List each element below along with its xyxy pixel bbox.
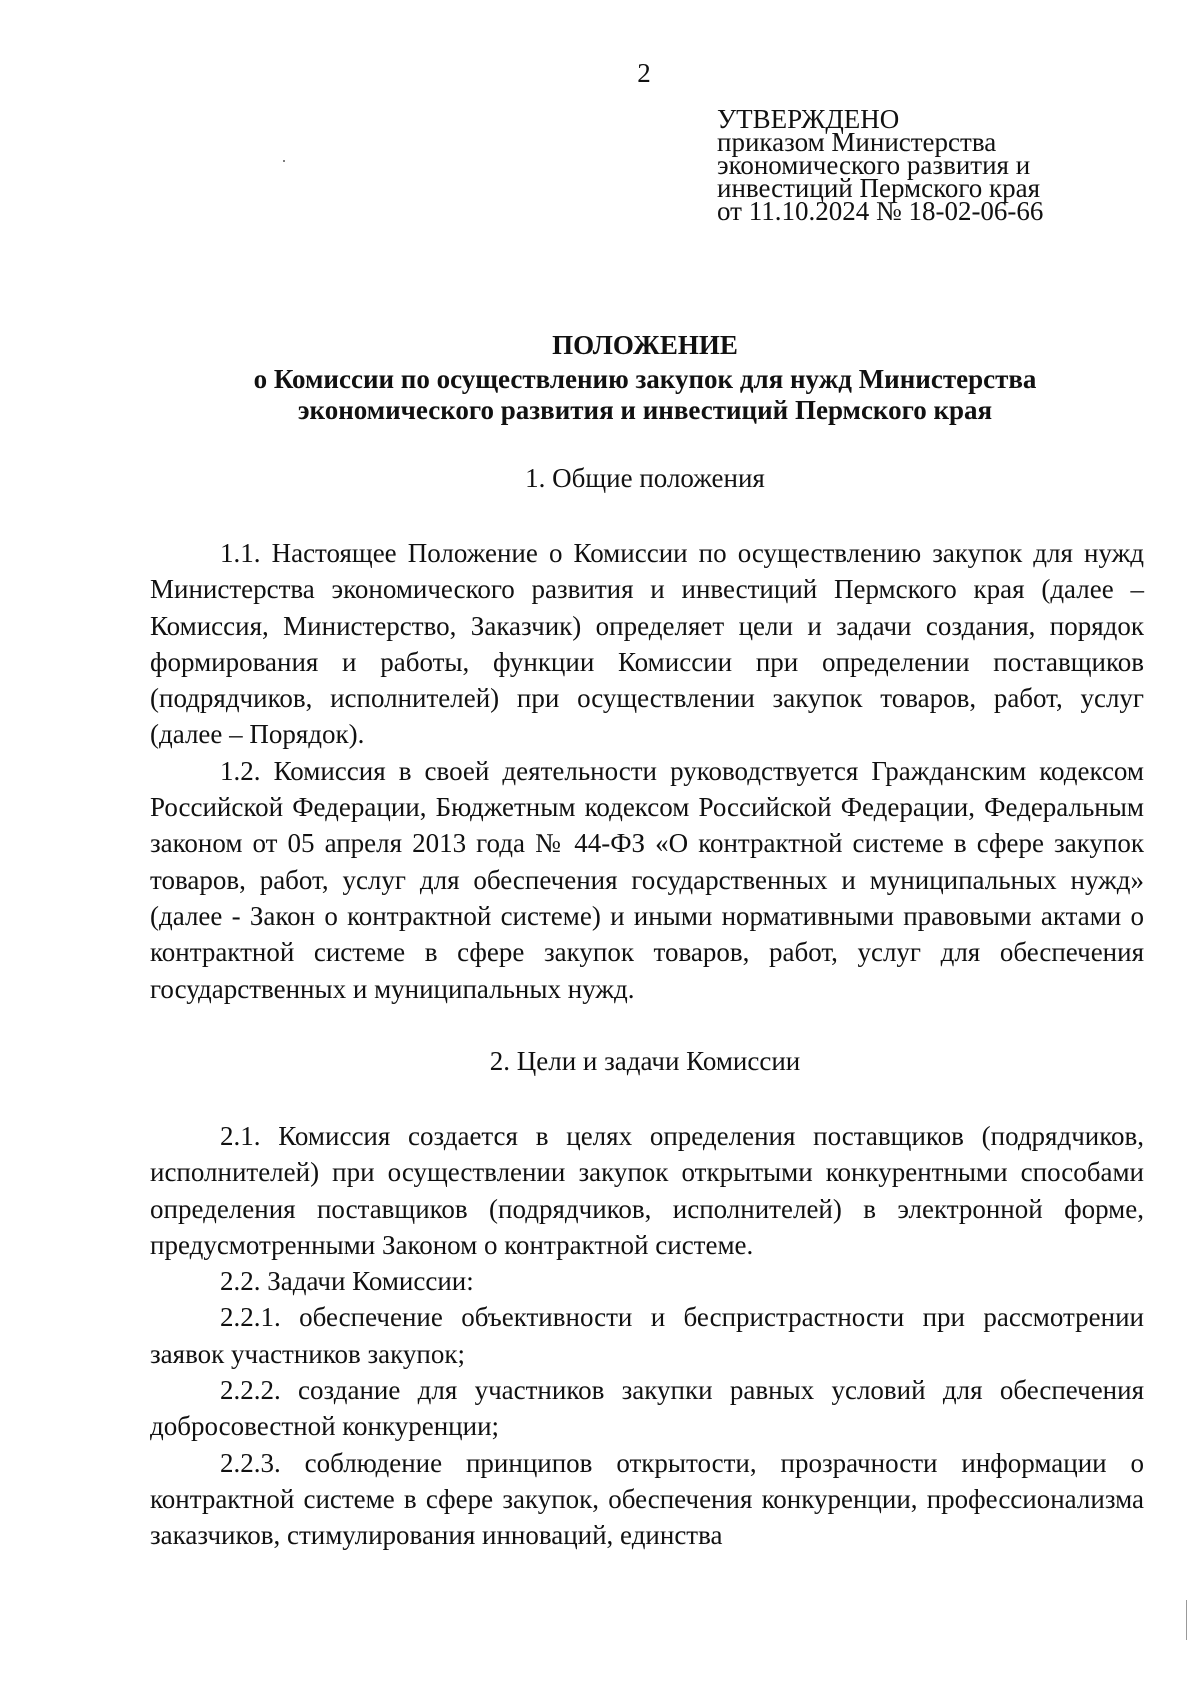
page-number: 2: [637, 58, 651, 88]
section-2-heading: 2. Цели и задачи Комиссии: [489, 1046, 801, 1076]
section-2-body: [150, 1118, 1144, 1554]
approval-line: от 11.10.2024 № 18-02-06-66: [717, 196, 1044, 226]
paragraph-2-2-3: 2.2.3. соблюдение принципов открытости, прозрачности информации о контрактной системе в сфере закупок, обеспечения конкуренции, профессионализма заказчиков, стимулирования инноваций, единства: [150, 1447, 1144, 1551]
document-subtitle-line: экономического развития и инвестиций Пермского края: [297, 395, 993, 425]
document-title-block: [150, 330, 1140, 426]
paragraph-1-1: 1.1. Настоящее Положение о Комиссии по осуществлению закупок для нужд Министерства экономического развития и инвестиций Пермского края (далее – Комиссия, Министерство, Заказчик) определяет цели и задачи создания, порядок формирования и работы, функции Комиссии при определении поставщиков (подрядчиков, исполнителей) при осуществлении закупок товаров, работ, услуг (далее – Порядок).: [150, 538, 1144, 750]
document-title: ПОЛОЖЕНИЕ: [552, 330, 738, 360]
paragraph-2-1: 2.1. Комиссия создается в целях определения поставщиков (подрядчиков, исполнителей) при осуществлении закупок открытыми конкурентными способами определения поставщиков (подрядчиков, исполнителей) в электронной форме, предусмотренными Законом о контрактной системе.: [150, 1121, 1144, 1260]
paragraph-1-2: 1.2. Комиссия в своей деятельности руководствуется Гражданским кодексом Российской Федерации, Бюджетным кодексом Российской Федерации, Федеральным законом от 05 апреля 2013 года № 44-ФЗ «О контрактной системе в сфере закупок товаров, работ, услуг для обеспечения государственных и муниципальных нужд» (далее - Закон о контрактной системе) и иными нормативными правовыми актами о контрактной системе в сфере закупок товаров, работ, услуг для обеспечения государственных и муниципальных нужд.: [150, 755, 1144, 1004]
paragraph-2-2: 2.2. Задачи Комиссии:: [220, 1266, 474, 1297]
section-1-body: [150, 535, 1144, 1007]
approval-stamp: [717, 104, 1137, 226]
section-1-heading: 1. Общие положения: [525, 463, 765, 493]
approval-line: экономического развития и: [717, 150, 1031, 180]
approval-line: инвестиций Пермского края: [717, 173, 1041, 203]
paragraph-2-2-2: 2.2.2. создание для участников закупки равных условий для обеспечения добросовестной конкуренции;: [150, 1375, 1144, 1442]
document-subtitle-line: о Комиссии по осуществлению закупок для нужд Министерства: [253, 364, 1037, 394]
approval-line: приказом Министерства: [717, 127, 997, 157]
scan-artifact: [283, 160, 285, 162]
paragraph-2-2-1: 2.2.1. обеспечение объективности и беспристрастности при рассмотрении заявок участников закупок;: [150, 1302, 1144, 1369]
scan-artifact: [1186, 1600, 1187, 1640]
approval-line: УТВЕРЖДЕНО: [717, 104, 900, 134]
